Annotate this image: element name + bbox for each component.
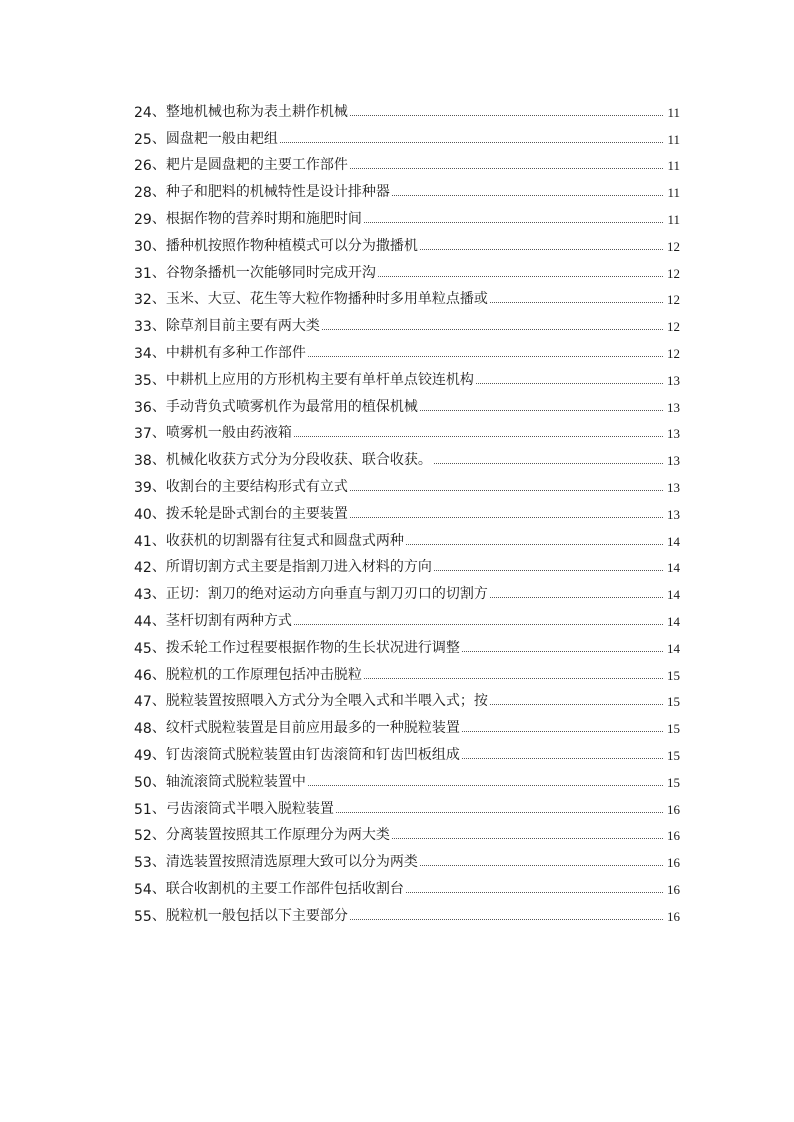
toc-entry-leader-dots (392, 195, 663, 196)
toc-entry-separator: 、 (151, 425, 166, 442)
toc-entry-separator: 、 (151, 559, 166, 576)
toc-entry-number: 43 (134, 587, 152, 604)
toc-entry-title: 茎杆切割有两种方式 (165, 612, 292, 629)
toc-entry-leader-dots (350, 115, 663, 116)
toc-entry-separator: 、 (151, 880, 166, 897)
toc-entry-title: 喷雾机一般由药液箱 (165, 425, 292, 442)
toc-entry-page-number: 11 (667, 185, 680, 201)
toc-entry-leader-dots (490, 302, 663, 303)
toc-entry-page-number: 11 (667, 131, 680, 147)
toc-entry-number: 55 (134, 908, 152, 925)
toc-entry-title: 中耕机有多种工作部件 (165, 344, 306, 361)
toc-entry-leader-dots (462, 758, 663, 759)
toc-entry-number: 34 (134, 345, 152, 362)
toc-entry-title: 播种机按照作物种植模式可以分为撒播机 (165, 237, 418, 254)
toc-entry-title: 除草剂目前主要有两大类 (165, 318, 320, 335)
toc-entry-title: 清选装置按照清选原理大致可以分为两类 (165, 854, 418, 871)
toc-entry-separator: 、 (151, 612, 166, 629)
toc-entry-title: 拨禾轮工作过程要根据作物的生长状况进行调整 (165, 639, 460, 656)
toc-entry-leader-dots (392, 838, 663, 839)
toc-entry-number: 52 (134, 828, 152, 845)
toc-entry-page-number: 14 (667, 613, 680, 629)
toc-entry-number: 25 (134, 131, 152, 148)
toc-entry-page-number: 16 (667, 908, 680, 924)
toc-entry-page-number: 14 (667, 587, 680, 603)
toc-entry-page-number: 14 (667, 640, 680, 656)
toc-entry-number: 47 (134, 694, 152, 711)
toc-entry-leader-dots (378, 276, 663, 277)
toc-entry-page-number: 12 (667, 345, 680, 361)
toc-entry-number: 26 (134, 158, 152, 175)
toc-entry-separator: 、 (151, 318, 166, 335)
toc-entry-page-number: 15 (667, 721, 680, 737)
toc-entry-number: 38 (134, 453, 152, 470)
toc-entry-separator: 、 (151, 800, 166, 817)
toc-entry-page-number: 13 (667, 426, 680, 442)
toc-entry[interactable] (134, 630, 680, 657)
toc-entry-page-number: 11 (667, 158, 680, 174)
toc-entry-leader-dots (406, 892, 663, 893)
toc-entry-number: 31 (134, 265, 152, 282)
toc-entry-separator: 、 (151, 505, 166, 522)
toc-entry-page-number: 14 (667, 533, 680, 549)
toc-entry-leader-dots (350, 168, 663, 169)
toc-entry[interactable] (134, 201, 680, 228)
toc-entry-leader-dots (364, 222, 663, 223)
toc-entry-separator: 、 (151, 720, 166, 737)
toc-entry-separator: 、 (151, 907, 166, 924)
toc-entry[interactable] (134, 496, 680, 523)
toc-entry-separator: 、 (151, 264, 166, 281)
toc-entry-leader-dots (476, 383, 663, 384)
toc-entry-leader-dots (350, 490, 663, 491)
toc-entry-title: 种子和肥料的机械特性是设计排种器 (165, 184, 390, 201)
toc-entry-separator: 、 (151, 827, 166, 844)
toc-entry-number: 54 (134, 881, 152, 898)
toc-entry-title: 整地机械也称为表土耕作机械 (165, 103, 348, 120)
toc-entry[interactable] (134, 174, 680, 201)
toc-entry-page-number: 15 (667, 694, 680, 710)
toc-entry-page-number: 16 (667, 801, 680, 817)
toc-entry[interactable] (134, 94, 680, 121)
toc-entry-title: 根据作物的营养时期和施肥时间 (165, 210, 362, 227)
toc-entry-number: 40 (134, 506, 152, 523)
toc-entry-number: 32 (134, 292, 152, 309)
toc-entry-separator: 、 (151, 371, 166, 388)
toc-entry-number: 35 (134, 372, 152, 389)
toc-entry[interactable] (134, 121, 680, 148)
toc-entry[interactable] (134, 844, 680, 871)
toc-entry-number: 50 (134, 774, 152, 791)
toc-entry-number: 39 (134, 479, 152, 496)
toc-entry-title: 拨禾轮是卧式割台的主要装置 (165, 505, 348, 522)
toc-entry-leader-dots (434, 570, 663, 571)
toc-entry-title: 谷物条播机一次能够同时完成开沟 (165, 264, 376, 281)
toc-entry-leader-dots (350, 517, 663, 518)
toc-entry-title: 弓齿滚筒式半喂入脱粒装置 (165, 800, 334, 817)
toc-entry[interactable] (134, 603, 680, 630)
toc-entry-number: 33 (134, 319, 152, 336)
toc-entry[interactable] (134, 335, 680, 362)
toc-entry-page-number: 12 (667, 265, 680, 281)
toc-entry-leader-dots (462, 731, 663, 732)
toc-entry[interactable] (134, 523, 680, 550)
toc-entry-title: 纹杆式脱粒装置是目前应用最多的一种脱粒装置 (165, 720, 460, 737)
toc-entry-page-number: 12 (667, 292, 680, 308)
toc-entry-separator: 、 (151, 854, 166, 871)
toc-entry-title: 收割台的主要结构形式有立式 (165, 478, 348, 495)
toc-entry-separator: 、 (151, 452, 166, 469)
toc-entry-page-number: 16 (667, 828, 680, 844)
toc-entry[interactable] (134, 764, 680, 791)
toc-entry-separator: 、 (151, 639, 166, 656)
toc-entry-separator: 、 (151, 291, 166, 308)
toc-entry-number: 44 (134, 613, 152, 630)
toc-entry-leader-dots (322, 329, 663, 330)
toc-entry-title: 收获机的切割器有往复式和圆盘式两种 (165, 532, 404, 549)
toc-entry-title: 手动背负式喷雾机作为最常用的植保机械 (165, 398, 418, 415)
toc-entry[interactable] (134, 389, 680, 416)
toc-entry[interactable] (134, 710, 680, 737)
toc-entry-leader-dots (420, 865, 663, 866)
toc-entry[interactable] (134, 442, 680, 469)
toc-entry[interactable] (134, 684, 680, 711)
toc-entry-number: 41 (134, 533, 152, 550)
toc-entry-number: 46 (134, 667, 152, 684)
toc-entry-separator: 、 (151, 210, 166, 227)
toc-entry-leader-dots (294, 624, 663, 625)
toc-entry[interactable] (134, 737, 680, 764)
toc-entry[interactable] (134, 416, 680, 443)
toc-entry-leader-dots (490, 704, 663, 705)
toc-entry-leader-dots (490, 597, 663, 598)
toc-entry-page-number: 13 (667, 399, 680, 415)
toc-entry-leader-dots (308, 356, 663, 357)
toc-entry-leader-dots (350, 919, 663, 920)
toc-entry-leader-dots (420, 249, 663, 250)
toc-entry-separator: 、 (151, 344, 166, 361)
toc-entry[interactable] (134, 791, 680, 818)
toc-entry-separator: 、 (151, 237, 166, 254)
toc-entry-separator: 、 (151, 773, 166, 790)
toc-entry-page-number: 12 (667, 238, 680, 254)
toc-entry-title: 圆盘耙一般由耙组 (165, 130, 278, 147)
toc-entry-title: 玉米、大豆、花生等大粒作物播种时多用单粒点播或 (165, 291, 488, 308)
toc-entry-page-number: 13 (667, 506, 680, 522)
toc-entry-separator: 、 (151, 532, 166, 549)
toc-entry-page-number: 16 (667, 855, 680, 871)
toc-entry-number: 24 (134, 104, 152, 121)
toc-entry-page-number: 11 (667, 211, 680, 227)
toc-entry-page-number: 12 (667, 319, 680, 335)
toc-entry-title: 正切：割刀的绝对运动方向垂直与割刀刃口的切割方 (165, 586, 488, 603)
toc-entry-title: 脱粒机一般包括以下主要部分 (165, 907, 348, 924)
toc-entry-separator: 、 (151, 130, 166, 147)
toc-entry-separator: 、 (151, 398, 166, 415)
toc-entry-title: 脱粒机的工作原理包括冲击脱粒 (165, 666, 362, 683)
toc-entry-number: 51 (134, 801, 152, 818)
toc-entry-title: 脱粒装置按照喂入方式分为全喂入式和半喂入式；按 (165, 693, 488, 710)
toc-entry-number: 45 (134, 640, 152, 657)
toc-entry-number: 42 (134, 560, 152, 577)
toc-entry-leader-dots (434, 463, 663, 464)
toc-entry-number: 28 (134, 185, 152, 202)
toc-entry-number: 48 (134, 721, 152, 738)
toc-entry-separator: 、 (151, 666, 166, 683)
toc-entry-leader-dots (294, 436, 663, 437)
toc-entry-number: 29 (134, 211, 152, 228)
toc-entry-number: 30 (134, 238, 152, 255)
toc-entry-page-number: 11 (667, 104, 680, 120)
toc-entry-number: 37 (134, 426, 152, 443)
toc-entry[interactable] (134, 308, 680, 335)
toc-entry-page-number: 13 (667, 479, 680, 495)
toc-entry-title: 钉齿滚筒式脱粒装置由钉齿滚筒和钉齿凹板组成 (165, 746, 460, 763)
toc-entry-title: 机械化收获方式分为分段收获、联合收获。 (165, 452, 432, 469)
toc-entry[interactable] (134, 148, 680, 175)
toc-entry-leader-dots (462, 651, 663, 652)
toc-entry-page-number: 16 (667, 881, 680, 897)
table-of-contents (134, 94, 680, 925)
toc-entry-separator: 、 (151, 586, 166, 603)
toc-entry-separator: 、 (151, 157, 166, 174)
toc-entry-title: 中耕机上应用的方形机构主要有单杆单点铰连机构 (165, 371, 474, 388)
toc-entry-number: 49 (134, 747, 152, 764)
toc-entry-separator: 、 (151, 478, 166, 495)
toc-entry[interactable] (134, 871, 680, 898)
toc-entry[interactable] (134, 818, 680, 845)
toc-entry-title: 耙片是圆盘耙的主要工作部件 (165, 157, 348, 174)
toc-entry-separator: 、 (151, 693, 166, 710)
toc-entry-page-number: 15 (667, 747, 680, 763)
toc-entry-number: 53 (134, 855, 152, 872)
toc-entry-separator: 、 (151, 746, 166, 763)
toc-entry-title: 所谓切割方式主要是指割刀进入材料的方向 (165, 559, 432, 576)
toc-entry[interactable] (134, 550, 680, 577)
toc-entry-leader-dots (280, 142, 663, 143)
toc-entry-page-number: 13 (667, 453, 680, 469)
toc-entry-leader-dots (406, 544, 663, 545)
toc-entry-leader-dots (364, 678, 663, 679)
toc-entry-page-number: 14 (667, 560, 680, 576)
toc-entry[interactable] (134, 282, 680, 309)
toc-entry-number: 36 (134, 399, 152, 416)
toc-entry-title: 分离装置按照其工作原理分为两大类 (165, 827, 390, 844)
toc-entry-leader-dots (420, 410, 663, 411)
toc-entry[interactable] (134, 576, 680, 603)
toc-entry-page-number: 15 (667, 774, 680, 790)
toc-entry-page-number: 13 (667, 372, 680, 388)
toc-entry-leader-dots (308, 785, 663, 786)
toc-entry-leader-dots (336, 812, 663, 813)
toc-entry[interactable] (134, 255, 680, 282)
toc-entry-title: 联合收割机的主要工作部件包括收割台 (165, 880, 404, 897)
toc-entry-separator: 、 (151, 184, 166, 201)
toc-entry[interactable] (134, 898, 680, 925)
toc-entry-page-number: 15 (667, 667, 680, 683)
toc-entry[interactable] (134, 362, 680, 389)
toc-entry-title: 轴流滚筒式脱粒装置中 (165, 773, 306, 790)
toc-entry[interactable] (134, 657, 680, 684)
toc-entry[interactable] (134, 228, 680, 255)
toc-entry[interactable] (134, 469, 680, 496)
toc-entry-separator: 、 (151, 103, 166, 120)
